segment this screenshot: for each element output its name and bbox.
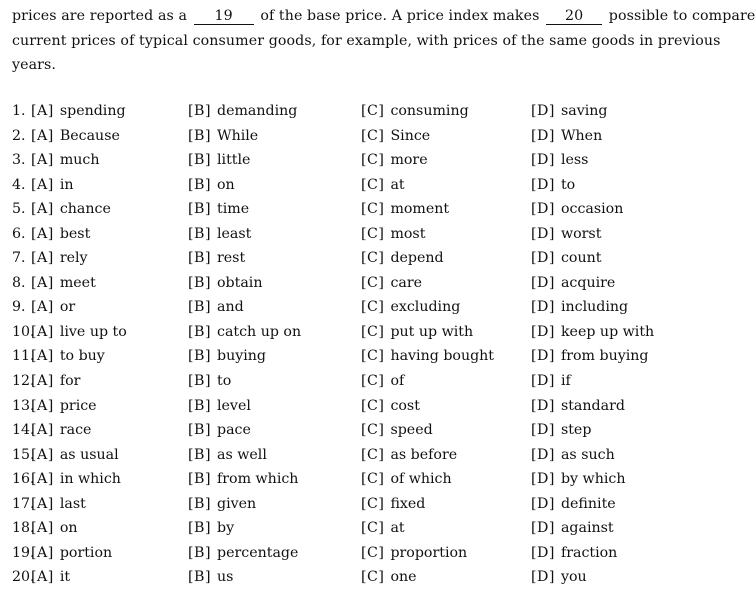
option-letter: [C] [361, 397, 385, 414]
option-text: When [560, 127, 603, 144]
option-letter: [A] [31, 201, 54, 218]
option-letter: [D] [531, 201, 555, 218]
question-row [12, 299, 684, 324]
option-letter: [D] [531, 152, 555, 169]
question-row [12, 250, 684, 275]
option-text: live up to [59, 323, 127, 340]
option-text: by [217, 520, 235, 537]
option-text: catch up on [217, 323, 302, 340]
option-text: While [217, 127, 259, 144]
option-letter: [C] [361, 373, 385, 390]
option-text: less [560, 152, 589, 169]
question-number: 13. [12, 397, 35, 414]
option-letter: [B] [188, 397, 211, 414]
option-letter: [C] [361, 422, 385, 439]
option-letter: [B] [188, 152, 211, 169]
question-number: 15. [12, 446, 35, 463]
option-text: from which [217, 471, 299, 488]
question-row [12, 471, 684, 496]
option-letter: [B] [188, 520, 211, 537]
option-letter: [D] [531, 274, 555, 291]
option-letter: [A] [31, 446, 54, 463]
option-text: last [59, 495, 86, 512]
option-text: cost [390, 397, 420, 414]
option-letter: [D] [531, 520, 555, 537]
option-letter: [C] [361, 323, 385, 340]
option-letter: [C] [361, 495, 385, 512]
question-row [12, 496, 684, 521]
option-text: level [217, 397, 251, 414]
option-letter: [C] [361, 471, 385, 488]
option-text: more [390, 152, 428, 169]
option-c [361, 177, 405, 193]
option-letter: [A] [31, 274, 54, 291]
option-b [188, 471, 298, 487]
question-row [12, 275, 684, 300]
question-row [12, 348, 684, 373]
option-a [31, 275, 96, 291]
option-letter: [C] [361, 348, 385, 365]
option-letter: [D] [531, 422, 555, 439]
option-text: one [390, 569, 417, 586]
options-list [12, 103, 684, 594]
option-letter: [D] [531, 397, 555, 414]
option-text: in which [59, 471, 121, 488]
passage-line1-before: prices are reported as a [12, 8, 188, 24]
option-letter: [C] [361, 274, 385, 291]
question-row [12, 545, 684, 570]
question-row [12, 152, 684, 177]
option-text: of [390, 373, 405, 390]
option-text: depend [390, 250, 444, 267]
option-d [531, 177, 575, 193]
option-b [188, 152, 250, 168]
question-number: 10. [12, 323, 35, 340]
option-b [188, 496, 256, 512]
option-text: for [59, 373, 81, 390]
option-b [188, 201, 249, 217]
option-c [361, 128, 430, 144]
option-letter: [C] [361, 299, 385, 316]
option-d [531, 447, 615, 463]
option-text: least [217, 225, 252, 242]
question-number: 16. [12, 471, 35, 488]
question-row [12, 373, 684, 398]
option-letter: [A] [31, 225, 54, 242]
option-text: time [217, 201, 250, 218]
passage-line-2: current prices of typical consumer goods, for example, with prices of the same goods in previous [12, 32, 721, 49]
passage-line-1 [12, 4, 755, 29]
option-d [531, 250, 601, 266]
option-letter: [B] [188, 176, 211, 193]
option-text: rely [59, 250, 88, 267]
option-c [361, 496, 425, 512]
option-text: or [59, 299, 76, 316]
option-text: saving [560, 103, 608, 119]
option-letter: [C] [361, 103, 385, 119]
option-letter: [B] [188, 446, 211, 463]
option-b [188, 299, 244, 315]
option-letter: [D] [531, 299, 555, 316]
option-letter: [A] [31, 520, 54, 537]
option-text: of which [390, 471, 452, 488]
option-letter: [A] [31, 348, 54, 365]
option-c [361, 226, 425, 242]
option-c [361, 152, 428, 168]
option-letter: [D] [531, 250, 555, 267]
option-letter: [C] [361, 569, 385, 586]
passage-line-3: years. [12, 57, 57, 73]
blank-19: 19 [194, 9, 254, 25]
question-row [12, 569, 684, 594]
option-a [31, 128, 120, 144]
option-letter: [A] [31, 176, 54, 193]
option-text: moment [390, 201, 450, 218]
option-c [361, 201, 449, 217]
option-text: worst [560, 225, 602, 242]
option-a [31, 177, 74, 193]
option-letter: [C] [361, 152, 385, 169]
option-b [188, 545, 298, 561]
option-text: you [560, 569, 587, 586]
option-text: put up with [390, 323, 474, 340]
option-d [531, 545, 617, 561]
option-letter: [A] [31, 495, 54, 512]
option-text: fixed [390, 495, 426, 512]
option-c [361, 398, 420, 414]
option-text: as such [560, 446, 615, 463]
option-text: occasion [560, 201, 624, 218]
passage-line1-after: possible to compare [608, 8, 755, 24]
option-letter: [C] [361, 201, 385, 218]
option-text: pace [217, 422, 251, 439]
option-text: little [217, 152, 251, 169]
option-d [531, 128, 602, 144]
option-a [31, 152, 100, 168]
option-a [31, 201, 111, 217]
option-letter: [D] [531, 373, 555, 390]
option-a [31, 496, 86, 512]
option-b [188, 569, 233, 585]
option-b [188, 128, 258, 144]
option-letter: [A] [31, 152, 54, 169]
option-text: against [560, 520, 614, 537]
option-text: as usual [59, 446, 119, 463]
option-d [531, 373, 571, 389]
question-number: 5. [12, 201, 26, 218]
option-text: meet [59, 274, 96, 291]
option-a [31, 373, 80, 389]
option-letter: [A] [31, 471, 54, 488]
question-row [12, 226, 684, 251]
option-d [531, 496, 616, 512]
option-text: at [390, 520, 405, 537]
option-letter: [A] [31, 397, 54, 414]
option-text: us [217, 569, 234, 586]
option-text: as well [217, 446, 267, 463]
option-letter: [B] [188, 422, 211, 439]
question-row [12, 128, 684, 153]
option-letter: [A] [31, 250, 54, 267]
option-text: and [217, 299, 244, 316]
option-letter: [D] [531, 495, 555, 512]
option-d [531, 520, 614, 536]
option-text: obtain [217, 274, 263, 291]
question-row [12, 447, 684, 472]
option-c [361, 373, 404, 389]
option-text: by which [560, 471, 626, 488]
option-letter: [A] [31, 127, 54, 144]
option-b [188, 398, 251, 414]
option-text: portion [59, 544, 113, 561]
question-row [12, 324, 684, 349]
option-letter: [C] [361, 250, 385, 267]
option-text: fraction [560, 544, 618, 561]
question-row [12, 398, 684, 423]
option-text: care [390, 274, 423, 291]
option-d [531, 569, 587, 585]
option-text: from buying [560, 348, 649, 365]
option-text: excluding [390, 299, 461, 316]
option-b [188, 275, 262, 291]
option-letter: [B] [188, 201, 211, 218]
option-text: step [560, 422, 592, 439]
option-d [531, 275, 615, 291]
option-b [188, 226, 251, 242]
option-text: to [560, 176, 576, 193]
option-a [31, 348, 105, 364]
option-a [31, 299, 75, 315]
passage-line1-middle: of the base price. A price index makes [260, 8, 540, 24]
question-number: 11. [12, 348, 35, 365]
question-number: 17. [12, 495, 35, 512]
option-letter: [B] [188, 299, 211, 316]
option-letter: [B] [188, 373, 211, 390]
option-letter: [D] [531, 176, 555, 193]
option-text: to [217, 373, 232, 390]
option-text: rest [217, 250, 246, 267]
option-d [531, 226, 601, 242]
option-text: count [560, 250, 602, 267]
option-c [361, 569, 417, 585]
option-letter: [C] [361, 127, 385, 144]
option-letter: [C] [361, 176, 385, 193]
option-a [31, 250, 88, 266]
option-b [188, 103, 297, 119]
option-text: speed [390, 422, 433, 439]
option-a [31, 103, 126, 119]
option-letter: [A] [31, 323, 54, 340]
question-number: 8. [12, 274, 26, 291]
option-text: proportion [390, 544, 468, 561]
question-number: 14. [12, 422, 35, 439]
question-number: 7. [12, 250, 26, 267]
option-letter: [B] [188, 225, 211, 242]
option-letter: [D] [531, 225, 555, 242]
question-number: 6. [12, 225, 26, 242]
option-a [31, 545, 112, 561]
option-c [361, 520, 405, 536]
option-letter: [B] [188, 569, 211, 586]
question-number: 19. [12, 544, 35, 561]
question-row [12, 177, 684, 202]
option-letter: [B] [188, 544, 211, 561]
option-text: at [390, 176, 405, 193]
question-number: 9. [12, 299, 26, 316]
option-d [531, 471, 625, 487]
option-text: on [217, 176, 235, 193]
option-a [31, 569, 70, 585]
option-letter: [A] [31, 299, 54, 316]
option-c [361, 275, 422, 291]
option-d [531, 103, 607, 119]
option-d [531, 201, 623, 217]
option-letter: [B] [188, 103, 211, 119]
option-text: much [59, 152, 100, 169]
option-c [361, 324, 473, 340]
option-letter: [B] [188, 250, 211, 267]
question-number: 20. [12, 569, 35, 586]
option-text: to buy [59, 348, 105, 365]
option-text: acquire [560, 274, 616, 291]
passage-text [12, 4, 755, 78]
option-text: best [59, 225, 91, 242]
option-d [531, 348, 648, 364]
option-a [31, 422, 91, 438]
option-b [188, 177, 235, 193]
option-text: consuming [390, 103, 469, 119]
option-text: it [59, 569, 71, 586]
blank-20: 20 [546, 9, 602, 25]
option-c [361, 250, 444, 266]
option-text: as before [390, 446, 458, 463]
option-a [31, 520, 78, 536]
option-text: on [59, 520, 78, 537]
question-number: 4. [12, 176, 26, 193]
option-text: Because [59, 127, 120, 144]
option-letter: [A] [31, 373, 54, 390]
option-letter: [B] [188, 127, 211, 144]
option-d [531, 422, 591, 438]
option-text: percentage [217, 544, 299, 561]
option-c [361, 103, 469, 119]
question-row [12, 520, 684, 545]
option-c [361, 545, 467, 561]
option-text: most [390, 225, 426, 242]
option-letter: [D] [531, 127, 555, 144]
question-number: 1. [12, 103, 26, 119]
option-c [361, 422, 433, 438]
option-a [31, 471, 121, 487]
option-a [31, 226, 90, 242]
option-text: including [560, 299, 629, 316]
option-letter: [A] [31, 422, 54, 439]
option-b [188, 520, 234, 536]
option-d [531, 299, 628, 315]
option-b [188, 348, 266, 364]
option-letter: [B] [188, 495, 211, 512]
option-letter: [D] [531, 569, 555, 586]
question-row [12, 103, 684, 128]
option-text: buying [217, 348, 266, 365]
option-c [361, 471, 452, 487]
option-b [188, 373, 231, 389]
option-letter: [D] [531, 348, 555, 365]
option-letter: [C] [361, 446, 385, 463]
option-letter: [D] [531, 103, 555, 119]
option-text: definite [560, 495, 616, 512]
option-a [31, 324, 127, 340]
option-letter: [A] [31, 103, 54, 119]
option-letter: [D] [531, 544, 555, 561]
option-a [31, 398, 97, 414]
option-text: race [59, 422, 92, 439]
option-text: Since [390, 127, 431, 144]
option-c [361, 447, 457, 463]
option-b [188, 447, 267, 463]
option-letter: [C] [361, 544, 385, 561]
question-row [12, 422, 684, 447]
option-c [361, 299, 460, 315]
option-letter: [A] [31, 569, 54, 586]
question-number: 3. [12, 152, 26, 169]
option-letter: [B] [188, 348, 211, 365]
option-letter: [B] [188, 274, 211, 291]
option-text: given [217, 495, 257, 512]
option-b [188, 324, 301, 340]
option-d [531, 152, 588, 168]
option-a [31, 447, 119, 463]
option-text: price [59, 397, 97, 414]
option-letter: [B] [188, 323, 211, 340]
option-letter: [D] [531, 323, 555, 340]
option-text: keep up with [560, 323, 655, 340]
option-text: chance [59, 201, 111, 218]
option-d [531, 324, 654, 340]
option-text: if [560, 373, 571, 390]
option-text: demanding [217, 103, 298, 119]
option-letter: [D] [531, 471, 555, 488]
option-letter: [C] [361, 520, 385, 537]
question-number: 12. [12, 373, 35, 390]
option-letter: [A] [31, 544, 54, 561]
option-letter: [D] [531, 446, 555, 463]
option-text: spending [59, 103, 126, 119]
option-d [531, 398, 625, 414]
question-number: 2. [12, 127, 26, 144]
option-c [361, 348, 494, 364]
option-text: in [59, 176, 74, 193]
question-row [12, 201, 684, 226]
option-b [188, 250, 245, 266]
option-text: having bought [390, 348, 494, 365]
question-number: 18. [12, 520, 35, 537]
option-text: standard [560, 397, 625, 414]
option-b [188, 422, 251, 438]
option-letter: [C] [361, 225, 385, 242]
option-letter: [B] [188, 471, 211, 488]
